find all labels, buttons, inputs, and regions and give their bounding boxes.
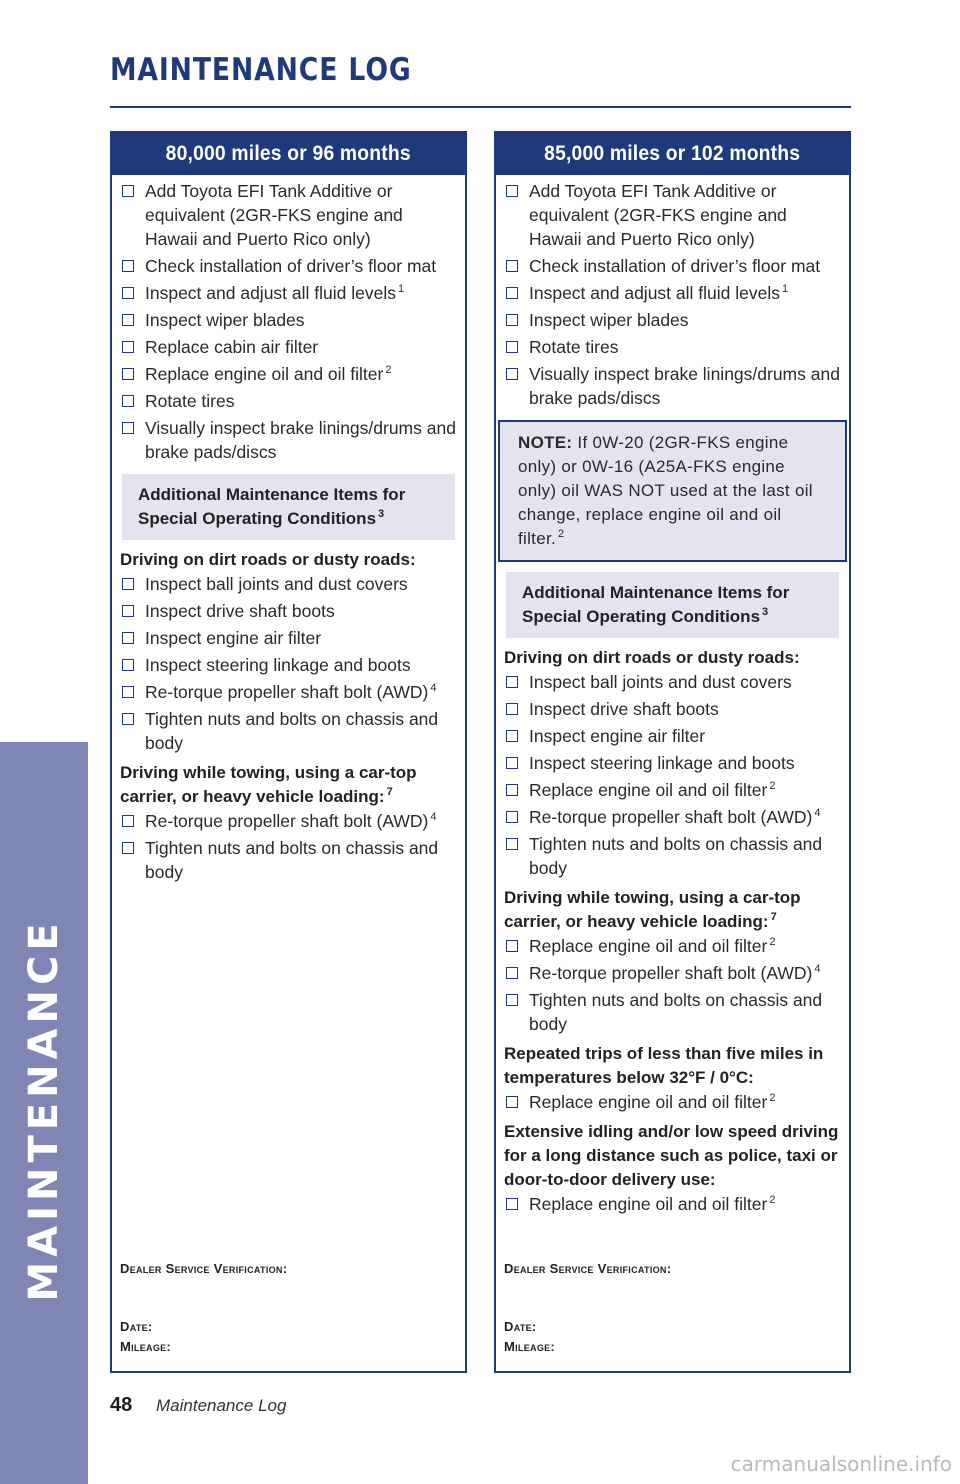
checklist	[504, 934, 841, 1036]
checklist-item-text	[529, 1090, 841, 1114]
maintenance-panel-80000	[110, 131, 467, 1373]
item-label: Tighten nuts and bolts on chassis and body	[145, 838, 439, 882]
panel-header: 80,000 miles or 96 months	[112, 133, 465, 175]
checklist-item-text	[145, 308, 457, 332]
checkbox[interactable]	[122, 368, 134, 380]
checklist-item-text	[145, 626, 457, 650]
date-label: Date:	[504, 1319, 537, 1334]
checklist-item	[120, 254, 457, 278]
checklist-item-text	[529, 362, 841, 410]
checklist	[504, 1090, 841, 1114]
checklist-item	[120, 335, 457, 359]
checklist-item-text	[145, 179, 457, 251]
condition-heading: Extensive idling and/or low speed driving for a long distance such as police, taxi or door-to-door delivery use:	[504, 1122, 839, 1189]
checklist-item	[120, 653, 457, 677]
checkbox[interactable]	[122, 422, 134, 434]
checklist-item	[504, 751, 841, 775]
checklist-item	[504, 961, 841, 985]
checklist-item	[504, 805, 841, 829]
item-label: Inspect steering linkage and boots	[145, 655, 411, 675]
footnote-ref: 4	[814, 963, 821, 975]
checklist-item-text	[529, 778, 841, 802]
checklist-item-text	[145, 836, 457, 884]
checkbox[interactable]	[122, 260, 134, 272]
checkbox[interactable]	[122, 632, 134, 644]
maintenance-panel-85000	[494, 131, 851, 1373]
panel-body	[496, 175, 849, 1216]
checklist-item	[120, 707, 457, 755]
checklist-item-text	[145, 389, 457, 413]
item-label: Rotate tires	[145, 391, 235, 411]
checkbox[interactable]	[122, 605, 134, 617]
item-label: Check installation of driver’s floor mat	[145, 256, 437, 276]
checkbox[interactable]	[122, 314, 134, 326]
item-label: Replace engine oil and oil filter	[145, 364, 384, 384]
checklist-item	[120, 389, 457, 413]
item-label: Replace engine oil and oil filter	[529, 936, 768, 956]
checkbox[interactable]	[506, 1198, 518, 1210]
checklist-item-text	[145, 362, 457, 386]
checkbox[interactable]	[506, 994, 518, 1006]
checklist-item-text	[529, 179, 841, 251]
footer-label: Maintenance Log	[156, 1396, 287, 1415]
title-divider	[110, 106, 851, 108]
item-label: Visually inspect brake linings/drums and brake pads/discs	[145, 418, 456, 462]
checklist-item-text	[145, 599, 457, 623]
checkbox[interactable]	[122, 185, 134, 197]
checklist-item	[120, 281, 457, 305]
checklist-item	[504, 832, 841, 880]
checklist-item-text	[145, 809, 457, 833]
checklist-item	[504, 308, 841, 332]
panel-header: 85,000 miles or 102 months	[496, 133, 849, 175]
checklist-item	[504, 1090, 841, 1114]
checklist-item-text	[529, 751, 841, 775]
checkbox[interactable]	[506, 784, 518, 796]
checkbox[interactable]	[506, 757, 518, 769]
checklist-item	[120, 809, 457, 833]
checklist-item-text	[145, 680, 457, 704]
checklist-item-text	[529, 832, 841, 880]
checkbox[interactable]	[506, 703, 518, 715]
condition-heading: Driving while towing, using a car-top carrier, or heavy vehicle loading: $^7$	[504, 888, 801, 931]
checklist-item-text	[529, 805, 841, 829]
page-number: 48	[110, 1394, 133, 1416]
additional-items-box: Additional Maintenance Items for Special Operating Conditions $^3$	[506, 572, 839, 638]
footnote-ref: 2	[385, 364, 392, 376]
checklist-item-text	[529, 724, 841, 748]
checklist-item	[120, 362, 457, 386]
checkbox[interactable]	[122, 578, 134, 590]
footnote-ref: 2	[769, 936, 776, 948]
checklist	[504, 1192, 841, 1216]
side-tab-label: MAINTENANCE	[21, 918, 67, 1302]
checklist-item	[504, 1192, 841, 1216]
checklist	[504, 670, 841, 880]
checklist-item	[504, 670, 841, 694]
checklist-item	[504, 335, 841, 359]
footnote-ref: 2	[769, 1194, 776, 1206]
checklist-item	[504, 179, 841, 251]
panel-body	[112, 175, 465, 884]
checklist-item-text	[529, 697, 841, 721]
additional-items-box: Additional Maintenance Items for Special Operating Conditions $^3$	[122, 474, 455, 540]
checklist-item	[504, 697, 841, 721]
checklist-item	[120, 626, 457, 650]
checklist-item	[504, 778, 841, 802]
checkbox[interactable]	[122, 713, 134, 725]
checkbox[interactable]	[122, 659, 134, 671]
checklist-item	[120, 599, 457, 623]
item-label: Inspect ball joints and dust covers	[529, 672, 792, 692]
checklist-item	[120, 680, 457, 704]
condition-heading: Driving on dirt roads or dusty roads:	[120, 550, 416, 569]
checkbox[interactable]	[122, 815, 134, 827]
oil-note-box: NOTE: If 0W-20 (2GR-FKS engine only) or 0W-16 (A25A-FKS engine only) oil WAS NOT used at the last oil change, replace engine oil and oil filter. $^2$	[498, 420, 847, 562]
footnote-ref: 1	[781, 283, 789, 295]
footnote-ref: 1	[397, 283, 405, 295]
checklist-item-text	[145, 653, 457, 677]
condition-heading: Driving while towing, using a car-top carrier, or heavy vehicle loading: $^7$	[120, 763, 417, 806]
checkbox[interactable]	[506, 838, 518, 850]
item-label: Inspect engine air filter	[529, 726, 706, 746]
footnote-ref: 4	[814, 807, 821, 819]
checklist-item-text	[145, 254, 457, 278]
checkbox[interactable]	[122, 395, 134, 407]
checkbox[interactable]	[506, 368, 518, 380]
page-title: MAINTENANCE LOG	[110, 52, 412, 88]
item-label: Inspect and adjust all fluid levels	[145, 283, 396, 303]
checklist-item-text	[529, 308, 841, 332]
dealer-verification-label: Dealer Service Verification:	[120, 1261, 288, 1276]
checklist	[120, 572, 457, 755]
item-label: Inspect steering linkage and boots	[529, 753, 795, 773]
checklist-item-text	[529, 281, 841, 305]
footnote-ref: 4	[430, 682, 437, 694]
checklist-item	[504, 362, 841, 410]
item-label: Add Toyota EFI Tank Additive or equivalent (2GR-FKS engine and Hawaii and Puerto Rico only)	[529, 181, 787, 249]
checkbox[interactable]	[506, 185, 518, 197]
mileage-label: Mileage:	[504, 1339, 556, 1354]
checkbox[interactable]	[122, 686, 134, 698]
checklist-item-text	[145, 572, 457, 596]
checklist-item-text	[145, 281, 457, 305]
checklist-item	[120, 308, 457, 332]
checkbox[interactable]	[506, 676, 518, 688]
item-label: Replace engine oil and oil filter	[529, 1092, 768, 1112]
item-label: Rotate tires	[529, 337, 619, 357]
dealer-verification-label: Dealer Service Verification:	[504, 1261, 672, 1276]
item-label: Inspect and adjust all fluid levels	[529, 283, 780, 303]
item-label: Tighten nuts and bolts on chassis and body	[529, 990, 823, 1034]
checkbox[interactable]	[506, 341, 518, 353]
checkbox[interactable]	[506, 260, 518, 272]
item-label: Replace engine oil and oil filter	[529, 1194, 768, 1214]
item-label: Check installation of driver’s floor mat	[529, 256, 821, 276]
checklist-item	[120, 179, 457, 251]
checklist-item	[504, 988, 841, 1036]
mileage-label: Mileage:	[120, 1339, 172, 1354]
checklist-item-text	[529, 670, 841, 694]
checklist-item-text	[529, 988, 841, 1036]
item-label: Re-torque propeller shaft bolt (AWD)	[529, 807, 813, 827]
checkbox[interactable]	[506, 940, 518, 952]
date-label: Date:	[120, 1319, 153, 1334]
item-label: Replace engine oil and oil filter	[529, 780, 768, 800]
checkbox[interactable]	[506, 287, 518, 299]
checkbox[interactable]	[506, 1096, 518, 1108]
footnote-ref: 2	[769, 1092, 776, 1104]
checklist	[504, 179, 841, 410]
item-label: Inspect engine air filter	[145, 628, 322, 648]
checklist-item-text	[529, 1192, 841, 1216]
checklist-item	[504, 281, 841, 305]
checkbox[interactable]	[506, 811, 518, 823]
checkbox[interactable]	[122, 341, 134, 353]
watermark: carmanualsonline.info	[730, 1452, 952, 1476]
item-label: Re-torque propeller shaft bolt (AWD)	[145, 682, 429, 702]
checklist-item-text	[529, 254, 841, 278]
checklist-item	[504, 724, 841, 748]
footnote-ref: 4	[430, 811, 437, 823]
checklist-item	[504, 254, 841, 278]
checklist-item-text	[529, 961, 841, 985]
checklist-item-text	[145, 416, 457, 464]
item-label: Inspect drive shaft boots	[145, 601, 335, 621]
checkbox[interactable]	[506, 314, 518, 326]
checklist-item	[504, 934, 841, 958]
checkbox[interactable]	[506, 730, 518, 742]
checklist	[120, 179, 457, 464]
checklist-item-text	[145, 707, 457, 755]
item-label: Tighten nuts and bolts on chassis and body	[529, 834, 823, 878]
checklist-item	[120, 572, 457, 596]
checkbox[interactable]	[506, 967, 518, 979]
condition-heading: Driving on dirt roads or dusty roads:	[504, 648, 800, 667]
checklist-item-text	[529, 335, 841, 359]
footnote-ref: 2	[769, 780, 776, 792]
item-label: Inspect wiper blades	[529, 310, 689, 330]
checklist-item	[120, 836, 457, 884]
item-label: Tighten nuts and bolts on chassis and body	[145, 709, 439, 753]
checklist-item-text	[145, 335, 457, 359]
checklist-item	[120, 416, 457, 464]
item-label: Visually inspect brake linings/drums and brake pads/discs	[529, 364, 840, 408]
checkbox[interactable]	[122, 842, 134, 854]
item-label: Add Toyota EFI Tank Additive or equivalent (2GR-FKS engine and Hawaii and Puerto Rico only)	[145, 181, 403, 249]
item-label: Inspect drive shaft boots	[529, 699, 719, 719]
item-label: Re-torque propeller shaft bolt (AWD)	[529, 963, 813, 983]
condition-heading: Repeated trips of less than five miles in temperatures below 32°F / 0°C:	[504, 1044, 824, 1087]
checklist	[120, 809, 457, 884]
item-label: Inspect ball joints and dust covers	[145, 574, 408, 594]
checkbox[interactable]	[122, 287, 134, 299]
item-label: Replace cabin air filter	[145, 337, 319, 357]
checklist-item-text	[529, 934, 841, 958]
item-label: Inspect wiper blades	[145, 310, 305, 330]
item-label: Re-torque propeller shaft bolt (AWD)	[145, 811, 429, 831]
